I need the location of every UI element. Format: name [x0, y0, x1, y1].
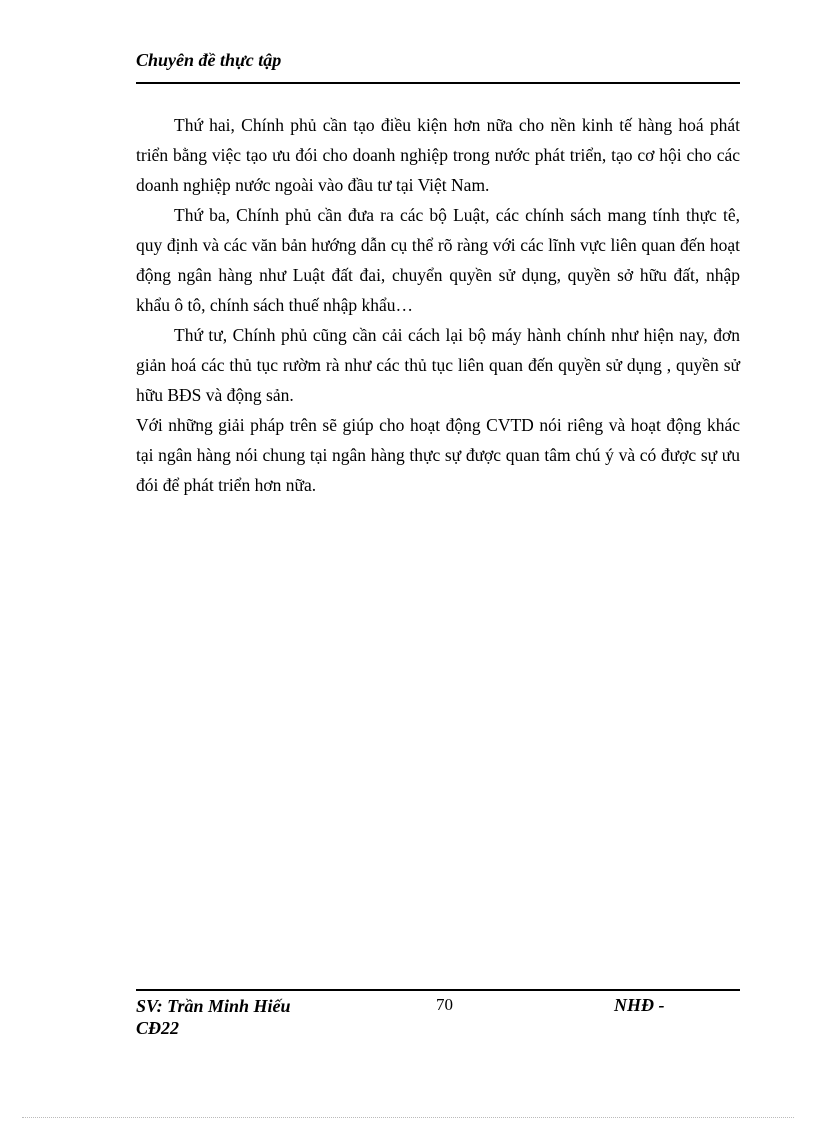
document-body [136, 110, 740, 500]
page-bottom-border [22, 1117, 794, 1118]
footer-student-name: SV: Trần Minh Hiếu CĐ22 [136, 996, 291, 1038]
page-number: 70 [436, 995, 453, 1014]
paragraph-thu-tu: Thứ tư, Chính phủ cũng cần cải cách lại bộ máy hành chính như hiện nay, đơn giản hoá các thủ tục rườm rà như các thủ tục liên quan đến quyền sử dụng , quyền sử hữu BĐS và động sản. [136, 325, 740, 405]
paragraph-thu-hai: Thứ hai, Chính phủ cần tạo điều kiện hơn nữa cho nền kinh tế hàng hoá phát triển bằng việc tạo ưu đói cho doanh nghiệp trong nước phát triển, tạo cơ hội cho các doanh nghiệp nước ngoài vào đầu tư tại Việt Nam. [136, 115, 740, 195]
page-header-title: Chuyên đề thực tập [136, 50, 282, 70]
paragraph-thu-ba: Thứ ba, Chính phủ cần đưa ra các bộ Luật, các chính sách mang tính thực tê, quy định và các văn bản hướng dẫn cụ thể rõ ràng với các lĩnh vực liên quan đến hoạt động ngân hàng như Luật đất đai, chuyển quyền sử dụng, quyền sở hữu đất, nhập khẩu ô tô, chính sách thuế nhập khẩu… [136, 205, 740, 315]
header-divider [136, 82, 740, 84]
paragraph-conclusion: Với những giải pháp trên sẽ giúp cho hoạt động CVTD nói riêng và hoạt động khác tại ngân hàng nói chung tại ngân hàng thực sự được quan tâm chú ý và có được sự ưu đói để phát triển hơn nữa. [136, 415, 740, 495]
footer-right-label: NHĐ - [614, 995, 665, 1015]
footer-divider [136, 989, 740, 991]
